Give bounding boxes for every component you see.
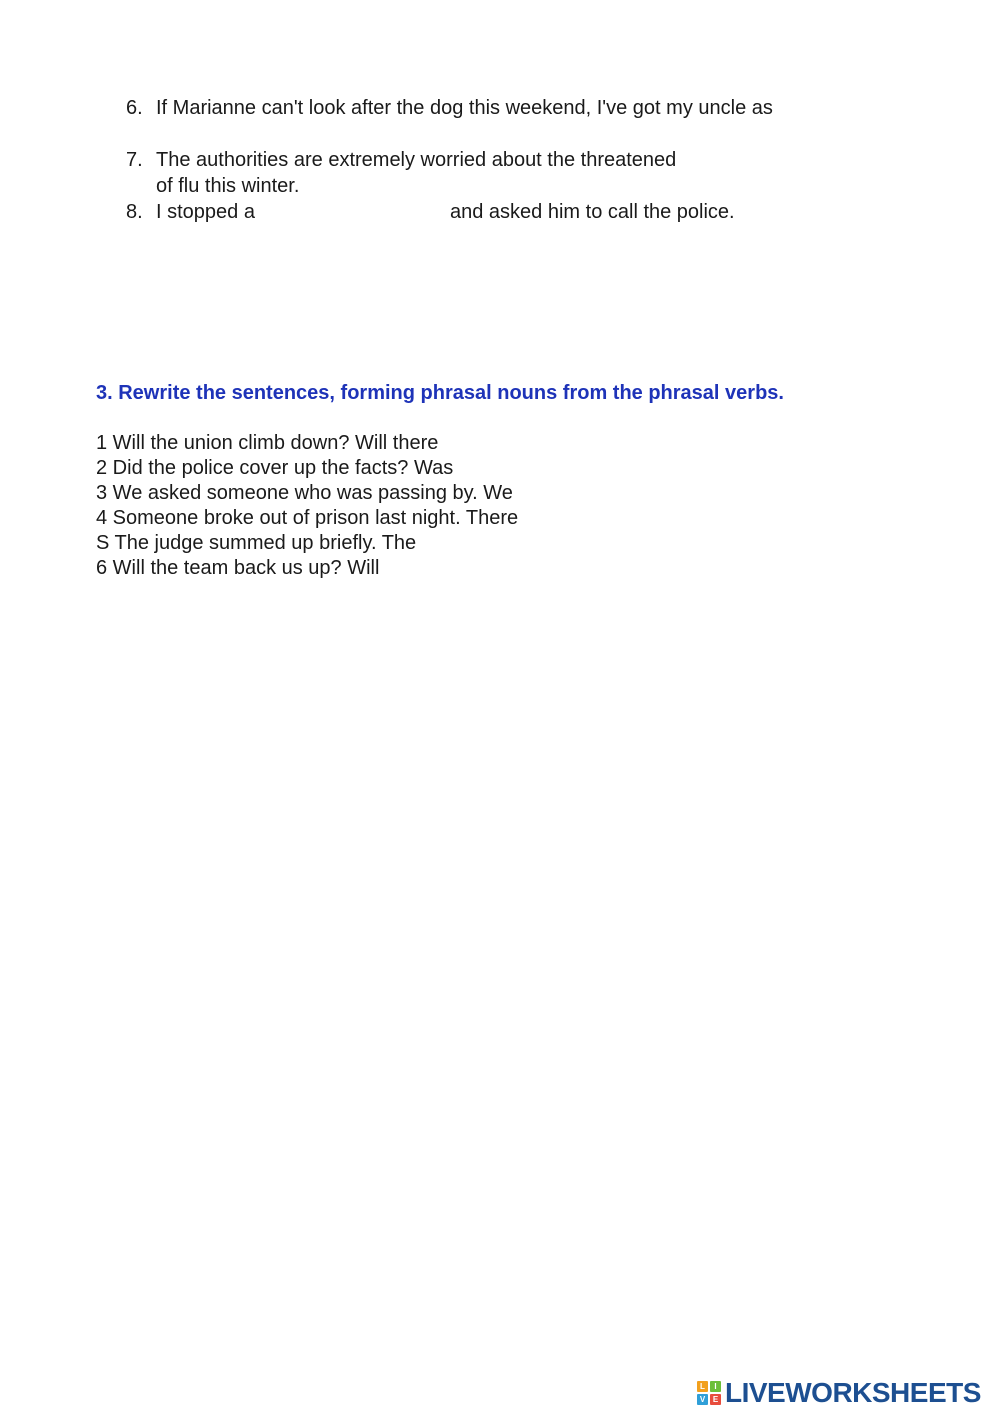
liveworksheets-logo-icon bbox=[697, 1381, 721, 1405]
logo-text: LIVEWORKSHEETS bbox=[725, 1377, 981, 1408]
logo-mark-tile: I bbox=[710, 1381, 721, 1392]
item-number: 7. bbox=[126, 149, 143, 171]
item-text-before-blank: I stopped a bbox=[156, 201, 255, 223]
logo-mark-tile: L bbox=[697, 1381, 708, 1392]
rewrite-item: 4 Someone broke out of prison last night. There bbox=[96, 507, 519, 529]
exercise-3-heading: 3. Rewrite the sentences, forming phrasal nouns from the phrasal verbs. bbox=[96, 382, 784, 404]
rewrite-item: 1 Will the union climb down? Will there bbox=[96, 432, 439, 454]
liveworksheets-logo bbox=[697, 1376, 981, 1410]
rewrite-sentence-list bbox=[96, 431, 518, 581]
item-7-continuation: of flu this winter. bbox=[156, 175, 300, 197]
rewrite-item: 6 Will the team back us up? Will bbox=[96, 557, 380, 579]
item-text: The authorities are extremely worried about the threatened bbox=[156, 149, 677, 171]
logo-mark-tile: E bbox=[710, 1394, 721, 1405]
rewrite-item: S The judge summed up briefly. The bbox=[96, 532, 417, 554]
rewrite-item: 2 Did the police cover up the facts? Was bbox=[96, 457, 454, 479]
item-text: If Marianne can't look after the dog this weekend, I've got my uncle as bbox=[156, 97, 773, 119]
logo-mark-tile: V bbox=[697, 1394, 708, 1405]
rewrite-item: 3 We asked someone who was passing by. We bbox=[96, 482, 513, 504]
item-number: 6. bbox=[126, 97, 143, 119]
item-number: 8. bbox=[126, 201, 143, 223]
item-8-text-after-blank: and asked him to call the police. bbox=[450, 201, 735, 223]
